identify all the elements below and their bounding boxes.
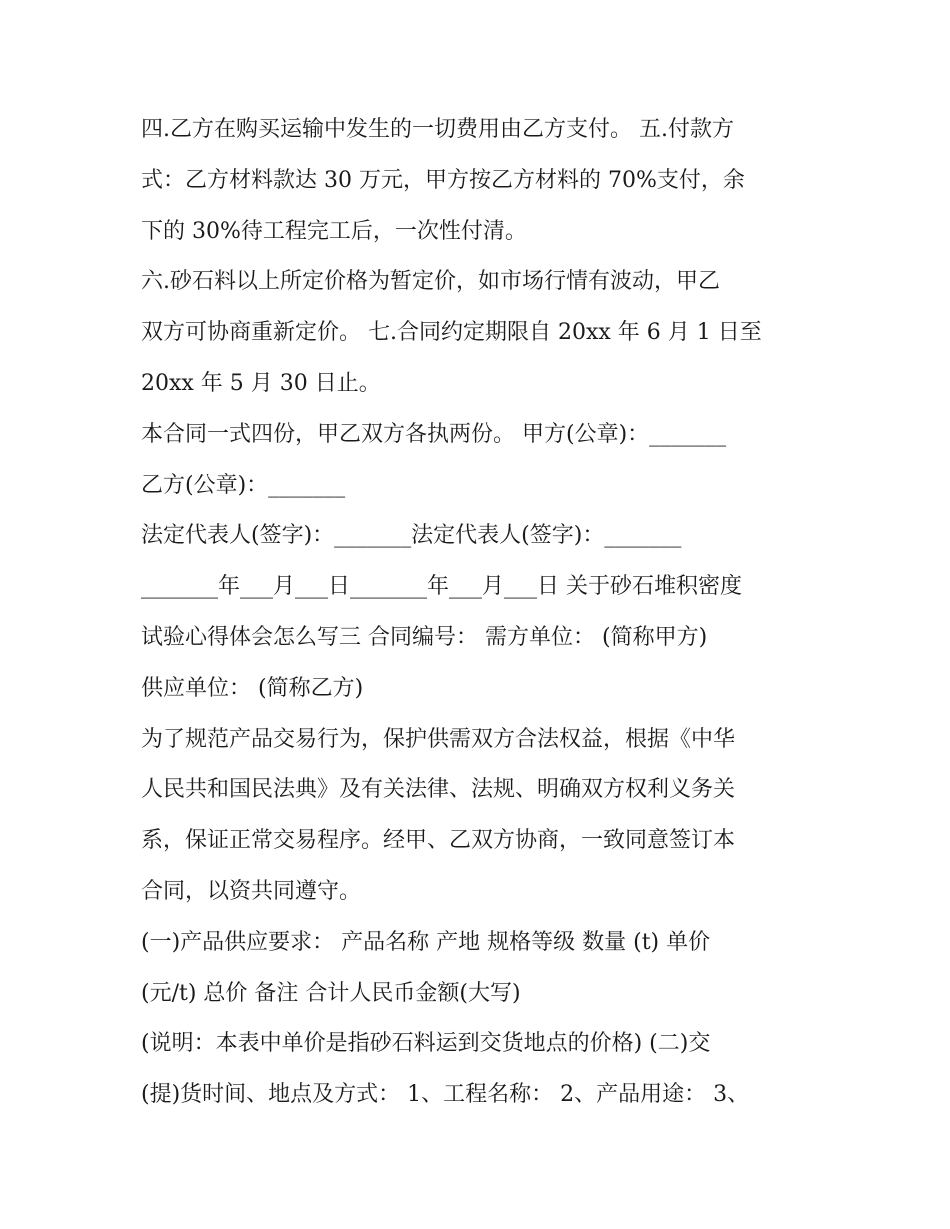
text-line: 供应单位： (简称乙方) [141,675,364,701]
text-line: (提)货时间、地点及方式： 1、工程名称： 2、产品用途： 3、 [141,1082,750,1108]
text-line: 四.乙方在购买运输中发生的一切费用由乙方支付。 五.付款方 [141,117,734,142]
text-line: (一)产品供应要求： 产品名称 产地 规格等级 数量 (t) 单价 [141,929,711,955]
text-line: 法定代表人(签字)：_______法定代表人(签字)：_______ [141,523,682,549]
text-line: 为了规范产品交易行为，保护供需双方合法权益，根据《中华 [141,726,736,752]
text-line: (说明：本表中单价是指砂石料运到交货地点的价格) (二)交 [141,1031,711,1057]
text-line: 双方可协商重新定价。 七.合同约定期限自 20xx 年 6 月 1 日至 [141,320,762,346]
text-line: 下的 30%待工程完工后，一次性付清。 [141,218,527,244]
text-line: 试验心得体会怎么写三 合同编号： 需方单位： (简称甲方) [141,624,708,650]
text-line: 合同，以资共同遵守。 [141,878,362,904]
text-line: 本合同一式四份，甲乙双方各执两份。 甲方(公章)：_______ [141,421,727,447]
text-line: _______年___月___日_______年___月___日 关于砂石堆积密度 [141,574,742,600]
document-body [141,108,821,1124]
text-line: 六.砂石料以上所定价格为暂定价，如市场行情有波动，甲乙 [141,269,720,295]
text-line: 20xx 年 5 月 30 日止。 [141,370,381,396]
text-line: (元/t) 总价 备注 合计人民币金额(大写) [141,980,521,1006]
text-line: 系，保证正常交易程序。经甲、乙双方协商，一致同意签订本 [141,828,736,854]
text-line: 式：乙方材料款达 30 万元，甲方按乙方材料的 70%支付，余 [141,167,745,193]
text-line: 人民共和国民法典》及有关法律、法规、明确双方权利义务关 [141,777,736,803]
text-line: 乙方(公章)：_______ [141,472,346,498]
